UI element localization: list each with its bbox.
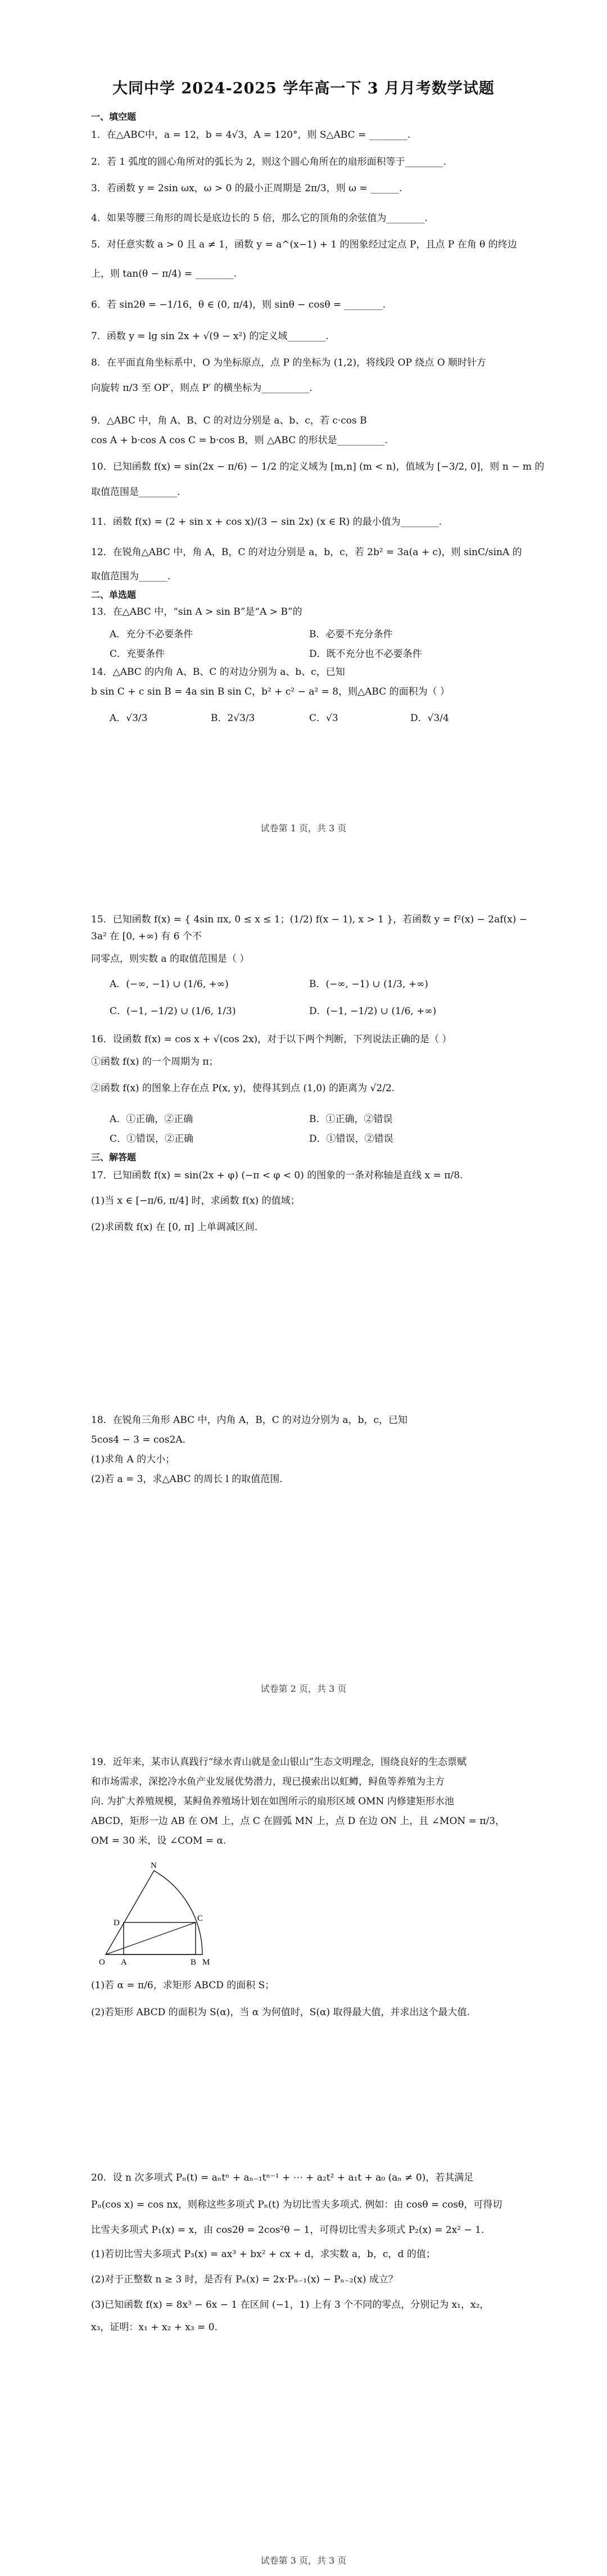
label-n: N (151, 1861, 157, 1870)
question-16-statement-2: ②函数 f(x) 的图象上存在点 P(x, y)，使得其到点 (1,0) 的距离为 √2/2. (91, 1083, 395, 1094)
question-20-line-1: 20．设 n 次多项式 Pₙ(t) = aₙtⁿ + aₙ₋₁tⁿ⁻¹ + ⋯ + a₂t² + a₁t + a₀ (aₙ ≠ 0)，若其满足 (91, 2172, 474, 2183)
question-9-line-1: 9．△ABC 中，角 A、B、C 的对边分别是 a、b、c，若 c·cos B (91, 415, 367, 426)
q15-option-c: C．(−1, −1/2) ∪ (1/6, 1/3) (110, 1006, 236, 1017)
question-8-line-2: 向旋转 π/3 至 OP′，则点 P′ 的横坐标为__________. (91, 382, 312, 394)
page-2-footer: 试卷第 2 页，共 3 页 (260, 1683, 347, 1694)
q13-option-d: D．既不充分也不必要条件 (309, 648, 422, 660)
question-17: 17．已知函数 f(x) = sin(2x + φ) (−π < φ < 0) 的图象的一条对称轴是直线 x = π/8. (91, 1170, 463, 1181)
question-13: 13．在△ABC 中，“sin A > sin B”是“A > B”的 (91, 606, 302, 618)
page-1-footer: 试卷第 1 页，共 3 页 (260, 823, 347, 834)
label-o: O (99, 1958, 105, 1967)
q15-option-a: A．(−∞, −1) ∪ (1/6, +∞) (110, 979, 229, 990)
question-17-part-2: (2)求函数 f(x) 在 [0, π] 上单调减区间. (91, 1222, 258, 1233)
question-19-part-2: (2)若矩形 ABCD 的面积为 S(α)，当 α 为何值时，S(α) 取得最大值，并求出这个最大值. (91, 2007, 470, 2018)
q13-option-c: C．充要条件 (110, 648, 165, 660)
question-20-line-3: 比雪夫多项式 P₁(x) = x，由 cos2θ = 2cos²θ − 1，可得切比雪夫多项式 P₂(x) = 2x² − 1. (91, 2224, 484, 2236)
question-18-part-1: (1)求角 A 的大小； (91, 1454, 175, 1465)
q16-option-a: A．①正确，②正确 (110, 1114, 193, 1125)
q16-option-c: C．①错误，②正确 (110, 1133, 194, 1145)
q13-option-b: B．必要不充分条件 (309, 629, 393, 640)
q14-option-a: A．√3/3 (110, 713, 148, 724)
question-19-line-1: 19．近年来，某市认真践行“绿水青山就是金山银山”生态文明理念，围绕良好的生态票赋 (91, 1757, 467, 1768)
question-9-line-2: cos A + b·cos A cos C = b·cos B，则 △ABC 的形状是__________. (91, 435, 388, 446)
question-14-line-1: 14．△ABC 的内角 A、B、C 的对边分别为 a、b、c，已知 (91, 666, 345, 678)
question-20-part-1: (1)若切比雪夫多项式 P₃(x) = ax³ + bx² + cx + d，求实数 a，b，c，d 的值； (91, 2249, 436, 2260)
question-7: 7．函数 y = lg sin 2x + √(9 − x²) 的定义域________. (91, 331, 329, 342)
question-15-line-2: 同零点，则实数 a 的取值范围是（ ） (91, 953, 250, 965)
section-fill-heading: 一、填空题 (91, 111, 137, 122)
question-12-line-1: 12．在锐角△ABC 中，角 A，B，C 的对边分别是 a，b，c，若 2b² = 3a(a + c)，则 sinC/sinA 的 (91, 547, 522, 558)
sector-outline (106, 1871, 202, 1954)
question-15-line-1: 15．已知函数 f(x) = { 4sin πx, 0 ≤ x ≤ 1；(1/2) f(x − 1), x > 1 }，若函数 y = f²(x) − 2af(x) − 3a² 在 [0, +∞) 有 6 个不 (91, 914, 528, 942)
question-11: 11．函数 f(x) = (2 + sin x + cos x)/(3 − sin 2x) (x ∈ R) 的最小值为________. (91, 516, 442, 528)
q14-option-c: C．√3 (309, 713, 338, 724)
q15-option-b: B．(−∞, −1) ∪ (1/3, +∞) (309, 979, 428, 990)
question-12-line-2: 取值范围为______. (91, 571, 171, 582)
section-single-heading: 二、单选题 (91, 589, 137, 600)
label-b: B (191, 1958, 197, 1967)
question-4: 4．如果等腰三角形的周长是底边长的 5 倍，那么它的顶角的余弦值为________. (91, 213, 428, 224)
question-16-statement-1: ①函数 f(x) 的一个周期为 π； (91, 1056, 219, 1068)
question-18-line-1: 18．在锐角三角形 ABC 中，内角 A，B，C 的对边分别为 a，b，c，已知 (91, 1415, 408, 1426)
page-3-footer: 试卷第 3 页，共 3 页 (260, 2555, 347, 2566)
q15-option-d: D．(−1, −1/2) ∪ (1/6, +∞) (309, 1006, 437, 1017)
question-10-line-1: 10．已知函数 f(x) = sin(2x − π/6) − 1/2 的定义域为 [m,n] (m < n)，值域为 [−3/2, 0]，则 n − m 的 (91, 461, 545, 472)
question-19-line-3: 向. 为扩大养殖规模，某鲟鱼养殖场计划在如图所示的扇形区域 OMN 内修建矩形水池 (91, 1796, 454, 1807)
question-2: 2．若 1 弧度的圆心角所对的弧长为 2，则这个圆心角所在的扇形面积等于________. (91, 156, 447, 168)
question-10-line-2: 取值范围是________. (91, 487, 180, 498)
question-19-line-4: ABCD，矩形一边 AB 在 OM 上，点 C 在圆弧 MN 上，点 D 在边 ON 上，且 ∠MON = π/3， (91, 1816, 505, 1827)
question-3: 3．若函数 y = 2sin ωx，ω > 0 的最小正周期是 2π/3，则 ω = ______. (91, 183, 402, 194)
exam-title: 大同中学 2024-2025 学年高一下 3 月月考数学试题 (112, 80, 495, 97)
question-18-part-2: (2)若 a = 3，求△ABC 的周长 l 的取值范围. (91, 1474, 283, 1485)
q14-option-d: D．√3/4 (410, 713, 449, 724)
question-20-part-2: (2)对于正整数 n ≥ 3 时，是否有 Pₙ(x) = 2x·Pₙ₋₁(x) − Pₙ₋₂(x) 成立？ (91, 2274, 398, 2285)
question-16: 16．设函数 f(x) = cos x + √(cos 2x)，对于以下两个判断，下列说法正确的是（ ） (91, 1034, 452, 1045)
q14-option-b: B．2√3/3 (211, 713, 255, 724)
question-1: 1．在△ABC中，a = 12，b = 4√3，A = 120°，则 S△ABC = ________. (91, 129, 411, 141)
question-19-part-1: (1)若 α = π/6，求矩形 ABCD 的面积 S； (91, 1980, 275, 1991)
question-18-line-2: 5cos4 − 3 = cos2A. (91, 1434, 186, 1445)
label-a: A (121, 1958, 127, 1967)
label-m: M (202, 1958, 210, 1967)
question-19-line-2: 和市场需求，深挖冷水鱼产业发展优势潜力，现已摸索出以虹鳟，鲟鱼等养殖为主方 (91, 1776, 445, 1787)
question-19-line-5: OM = 30 米，设 ∠COM = α. (91, 1835, 227, 1847)
question-5-line-2: 上，则 tan(θ − π/4) = ________. (91, 268, 237, 280)
question-14-line-2: b sin C + c sin B = 4a sin B sin C，b² + c² − a² = 8，则△ABC 的面积为（ ） (91, 686, 450, 697)
question-6: 6．若 sin2θ = −1/16，θ ∈ (0, π/4)，则 sinθ − cosθ = ________. (91, 299, 386, 310)
q16-option-b: B．①正确，②错误 (309, 1114, 393, 1125)
question-5-line-1: 5．对任意实数 a > 0 且 a ≠ 1，函数 y = a^(x−1) + 1 的图象经过定点 P，且点 P 在角 θ 的终边 (91, 239, 517, 250)
sector-rectangle-diagram (89, 1853, 224, 1971)
rectangle-abcd (124, 1922, 196, 1954)
exam-page-2 (0, 849, 607, 1715)
question-8-line-1: 8．在平面直角坐标系中，O 为坐标原点，点 P 的坐标为 (1,2)，将线段 OP 绕点 O 顺时针方 (91, 357, 487, 368)
label-c: C (197, 1914, 203, 1923)
section-answer-heading: 三、解答题 (91, 1152, 137, 1163)
question-20-line-2: Pₙ(cos x) = cos nx，则称这些多项式 Pₙ(t) 为切比雪夫多项式. 例如：由 cosθ = cosθ，可得切 (91, 2199, 502, 2210)
question-20-part-3-line-2: x₃，证明：x₁ + x₂ + x₃ = 0. (91, 2322, 218, 2333)
label-d: D (114, 1919, 120, 1928)
q16-option-d: D．①错误，②错误 (309, 1133, 393, 1145)
question-20-part-3-line-1: (3)已知函数 f(x) = 8x³ − 6x − 1 在区间 (−1，1) 上有 3 个不同的零点，分别记为 x₁，x₂， (91, 2299, 490, 2311)
q13-option-a: A．充分不必要条件 (110, 629, 193, 640)
question-17-part-1: (1)当 x ∈ [−π/6, π/4] 时，求函数 f(x) 的值域； (91, 1195, 300, 1206)
